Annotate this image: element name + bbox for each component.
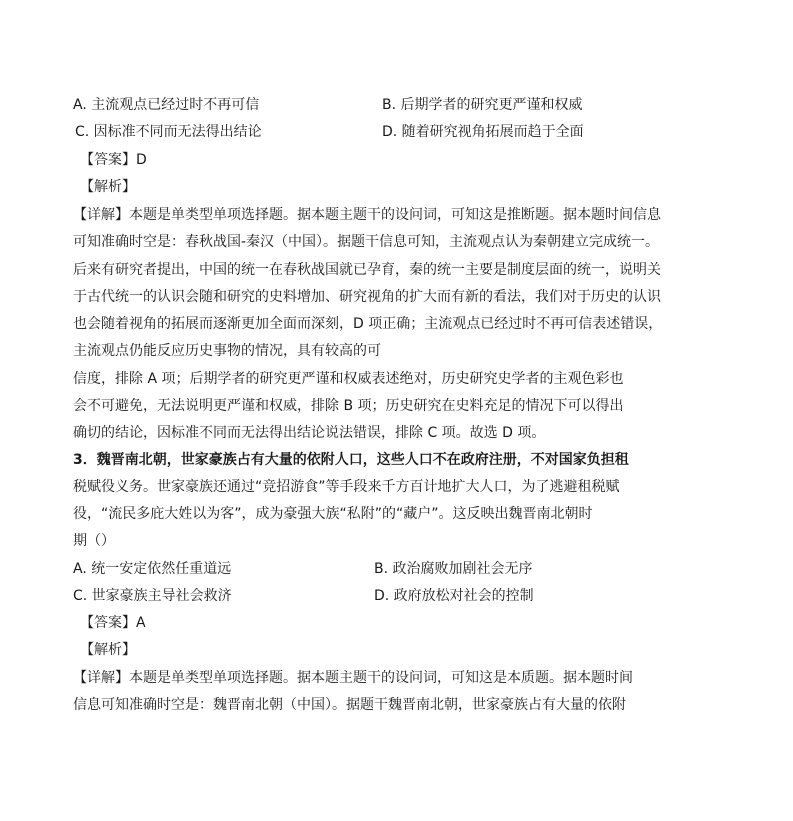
q3-option-d: D. 政府放松对社会的控制	[374, 588, 534, 604]
q2-analysis-label: 【解析】	[80, 179, 136, 195]
q2-option-c: C. 因标准不同而无法得出结论	[75, 124, 262, 140]
q2-explanation-line: 【详解】本题是单类型单项选择题。据本题主题干的设问词，可知这是推断题。据本题时间信息	[73, 207, 661, 223]
q2-option-d: D. 随着研究视角拓展而趋于全面	[382, 124, 584, 140]
q3-option-c: C. 世家豪族主导社会救济	[73, 588, 232, 604]
q3-option-b: B. 政治腐败加剧社会无序	[374, 561, 533, 577]
q2-explanation-line: 也会随着视角的拓展而逐渐更加全面而深刻，D 项正确；主流观点已经过时不再可信表述错误，	[73, 316, 663, 332]
q2-explanation-line: 主流观点仍能反应历史事物的情况，具有较高的可	[73, 343, 381, 359]
q2-explanation-line: 后来有研究者提出，中国的统一在春秋战国就已孕育，秦的统一主要是制度层面的统一，说明关	[73, 262, 661, 278]
q3-answer: 【答案】A	[80, 615, 146, 631]
q2-explanation-line: 信度，排除 A 项；后期学者的研究更严谨和权威表述绝对，历史研究史学者的主观色彩也	[73, 371, 624, 387]
q3-explanation-line: 信息可知准确时空是：魏晋南北朝（中国）。据题干魏晋南北朝，世家豪族占有大量的依附	[73, 697, 626, 713]
q2-explanation-line: 确切的结论，因标准不同而无法得出结论说法错误，排除 C 项。故选 D 项。	[73, 425, 546, 441]
q2-option-b: B. 后期学者的研究更严谨和权威	[382, 97, 583, 113]
q3-stem-line: 役，“流民多庇大姓以为客”，成为豪强大族“私附”的“藏户”。这反映出魏晋南北朝时	[73, 506, 593, 522]
q3-stem-line: 3．魏晋南北朝，世家豪族占有大量的依附人口，这些人口不在政府注册，不对国家负担租	[73, 452, 629, 468]
q2-explanation-line: 于古代统一的认识会随和研究的史料增加、研究视角的扩大而有新的看法，我们对于历史的认识	[73, 289, 661, 305]
q2-option-a: A. 主流观点已经过时不再可信	[73, 97, 260, 113]
q3-stem-line: 期（）	[73, 533, 115, 549]
q2-explanation-line: 会不可避免，无法说明更严谨和权威，排除 B 项；历史研究在史料充足的情况下可以得出	[73, 398, 624, 414]
q3-explanation-line: 【详解】本题是单类型单项选择题。据本题主题干的设问词，可知这是本质题。据本题时间	[73, 670, 633, 686]
q3-stem-line: 税赋役义务。世家豪族还通过“竞招游食”等手段来千方百计地扩大人口，为了逃避租税赋	[73, 479, 620, 495]
q2-answer: 【答案】D	[80, 152, 147, 168]
q3-option-a: A. 统一安定依然任重道远	[73, 561, 232, 577]
q2-explanation-line: 可知准确时空是：春秋战国-秦汉（中国）。据题干信息可知，主流观点认为秦朝建立完成统一。	[73, 234, 660, 250]
q3-analysis-label: 【解析】	[80, 642, 136, 658]
